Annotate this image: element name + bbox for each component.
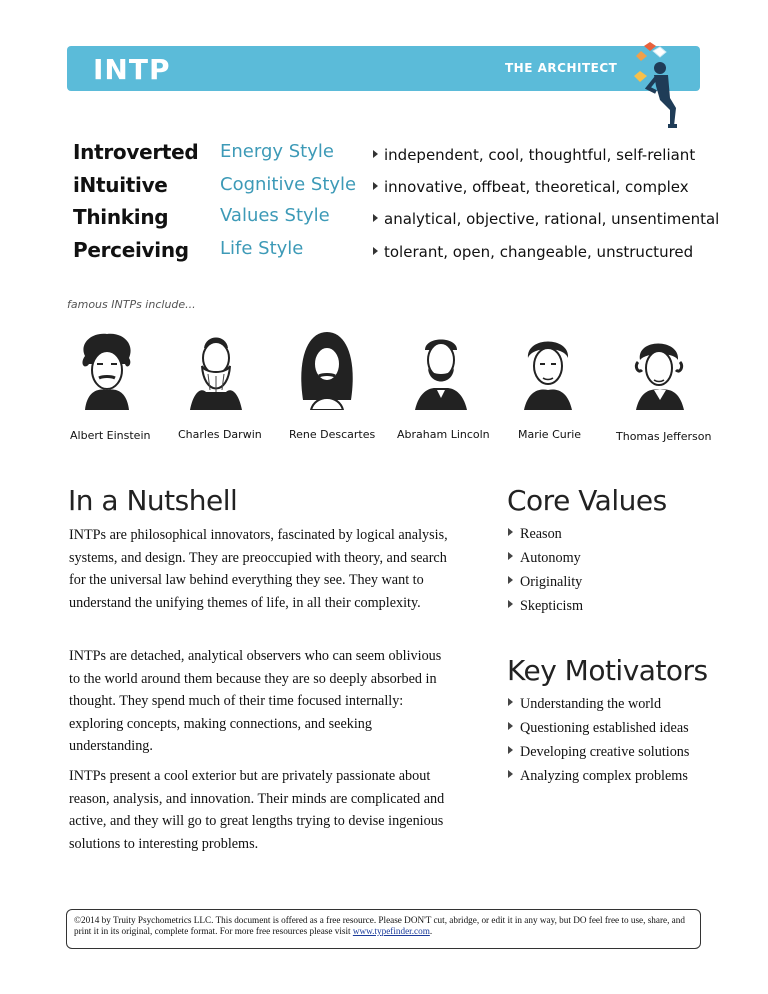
typefinder-link[interactable]: www.typefinder.com bbox=[352, 926, 430, 936]
dimension-description: innovative, offbeat, theoretical, complex bbox=[373, 178, 689, 196]
dimension-description: tolerant, open, changeable, unstructured bbox=[373, 243, 693, 261]
bullet-triangle-icon bbox=[373, 182, 378, 190]
footer-text: ©2014 by Truity Psychometrics LLC. This document is offered as a free resource. Please DON'T cut, abridge, or edit it in any way, but DO feel free to use, share, and print it in its original, complete format. For more free resources please visit bbox=[74, 915, 685, 936]
bullet-triangle-icon bbox=[508, 576, 513, 584]
famous-person-name: Rene Descartes bbox=[289, 428, 376, 441]
bullet-triangle-icon bbox=[508, 528, 513, 536]
famous-person-name: Charles Darwin bbox=[178, 428, 262, 441]
core-values-list bbox=[508, 524, 583, 620]
list-item: Autonomy bbox=[508, 548, 583, 572]
curie-portrait bbox=[518, 330, 578, 410]
list-item: Developing creative solutions bbox=[508, 742, 689, 766]
bullet-triangle-icon bbox=[373, 214, 378, 222]
jefferson-portrait bbox=[630, 330, 690, 410]
header-banner bbox=[67, 46, 700, 91]
dimension-row-perceiving bbox=[0, 236, 768, 268]
dimension-style: Cognitive Style bbox=[220, 174, 357, 195]
dimension-description: independent, cool, thoughtful, self-reliant bbox=[373, 146, 695, 164]
einstein-portrait bbox=[77, 330, 137, 410]
bullet-triangle-icon bbox=[373, 150, 378, 158]
key-motivators-list bbox=[508, 694, 689, 790]
dimension-letter: Perceiving bbox=[73, 238, 189, 262]
dimension-style: Values Style bbox=[220, 205, 330, 226]
dimension-letter: iNtuitive bbox=[73, 173, 168, 197]
bullet-triangle-icon bbox=[373, 247, 378, 255]
lincoln-portrait bbox=[411, 330, 471, 410]
nutshell-paragraph: INTPs are detached, analytical observers who can seem oblivious to the world around them because they are so deeply absorbed in thought. They spend much of their time focused internally: exploring concepts, making connections, and seeking understanding. bbox=[69, 648, 442, 754]
list-item: Reason bbox=[508, 524, 583, 548]
list-item: Skepticism bbox=[508, 596, 583, 620]
type-code: INTP bbox=[93, 53, 171, 86]
bullet-triangle-icon bbox=[508, 746, 513, 754]
dimension-style: Energy Style bbox=[220, 141, 334, 162]
bullet-triangle-icon bbox=[508, 722, 513, 730]
bullet-triangle-icon bbox=[508, 698, 513, 706]
key-motivators-heading: Key Motivators bbox=[507, 654, 708, 687]
nutshell-paragraph: INTPs are philosophical innovators, fascinated by logical analysis, systems, and design. They are preoccupied with theory, and search for the universal law behind everything they see. They want to understand the unifying themes of life, in all their complexity. bbox=[69, 527, 448, 611]
bullet-triangle-icon bbox=[508, 600, 513, 608]
bullet-triangle-icon bbox=[508, 770, 513, 778]
list-item: Originality bbox=[508, 572, 583, 596]
thinker-mascot-icon bbox=[630, 42, 690, 130]
footer-notice bbox=[66, 909, 701, 949]
dimension-style: Life Style bbox=[220, 238, 304, 259]
dimension-row-thinking bbox=[0, 203, 768, 235]
list-item: Understanding the world bbox=[508, 694, 689, 718]
footer-end: . bbox=[429, 926, 433, 936]
famous-person-name: Thomas Jefferson bbox=[616, 430, 712, 443]
dimension-row-introverted bbox=[0, 138, 768, 170]
famous-person-name: Marie Curie bbox=[518, 428, 582, 441]
famous-person-name: Abraham Lincoln bbox=[397, 428, 490, 441]
dimension-letter: Introverted bbox=[73, 140, 199, 164]
list-item: Analyzing complex problems bbox=[508, 766, 689, 790]
dimension-description: analytical, objective, rational, unsentimental bbox=[373, 210, 719, 228]
famous-person-name: Albert Einstein bbox=[70, 429, 151, 442]
type-nickname: THE ARCHITECT bbox=[505, 61, 618, 75]
list-item: Questioning established ideas bbox=[508, 718, 689, 742]
bullet-triangle-icon bbox=[508, 552, 513, 560]
dimension-letter: Thinking bbox=[73, 205, 169, 229]
dimension-row-intuitive bbox=[0, 171, 768, 203]
nutshell-heading: In a Nutshell bbox=[68, 484, 238, 517]
famous-label: famous INTPs include... bbox=[67, 298, 196, 311]
descartes-portrait bbox=[297, 330, 357, 410]
nutshell-paragraph: INTPs present a cool exterior but are privately passionate about reason, analysis, and innovation. Their minds are complicated and active, and they will go to great lengths trying to devise ingenious solutions to interesting problems. bbox=[69, 768, 445, 852]
darwin-portrait bbox=[186, 330, 246, 410]
core-values-heading: Core Values bbox=[507, 484, 667, 517]
